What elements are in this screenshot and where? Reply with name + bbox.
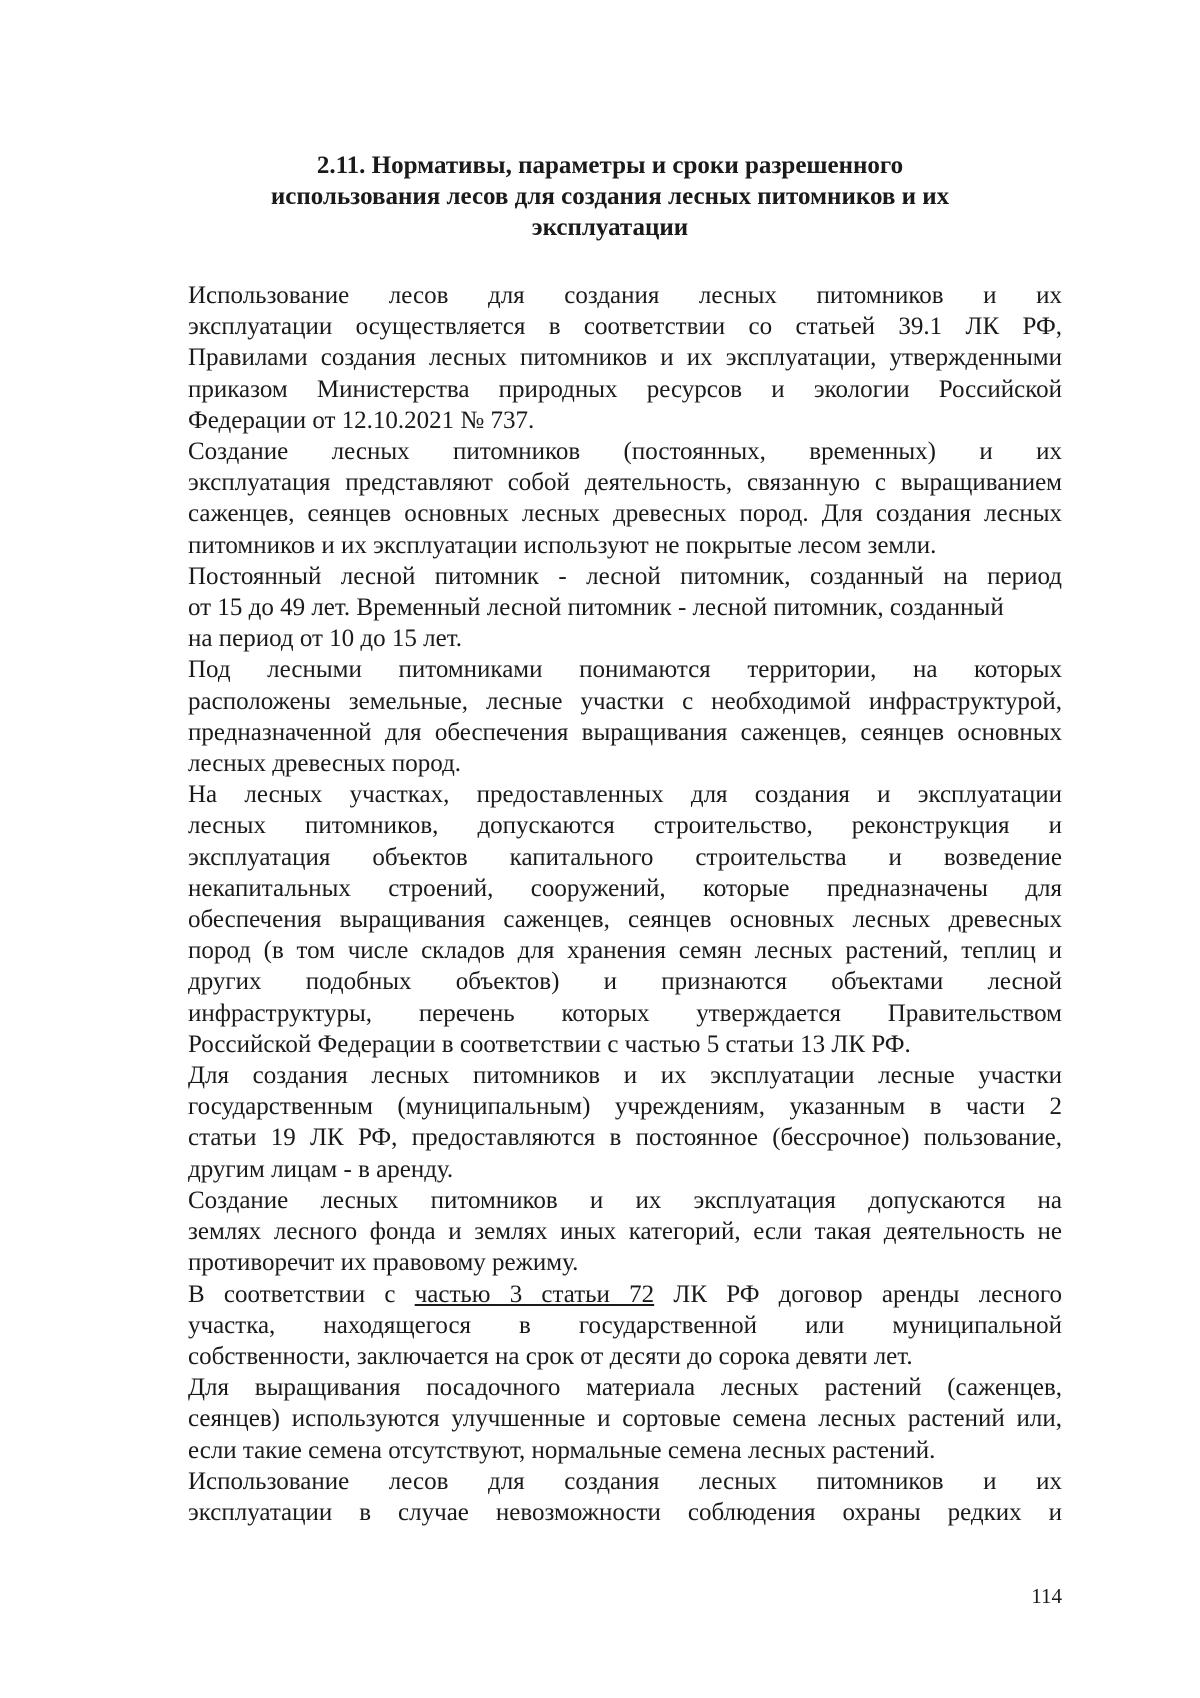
text-line: сеянцев) используются улучшенные и сортовые семена лесных растений или, bbox=[188, 1405, 1062, 1433]
law-reference-link[interactable]: частью 3 статьи 72 bbox=[414, 1280, 655, 1308]
text-line: пород (в том числе складов для хранения семян лесных растений, теплиц и bbox=[188, 937, 1062, 965]
text-line: Правилами создания лесных питомников и их эксплуатации, утвержденными bbox=[188, 344, 1062, 372]
text-line: участка, находящегося в государственной или муниципальной bbox=[188, 1311, 1062, 1339]
text-line: эксплуатации осуществляется в соответствии со статьей 39.1 ЛК РФ, bbox=[188, 313, 1062, 341]
text-line: Постоянный лесной питомник - лесной питомник, созданный на период bbox=[188, 562, 1062, 590]
paragraph-6 bbox=[116, 1060, 1062, 1185]
text-line: эксплуатация объектов капитального строительства и возведение bbox=[188, 843, 1062, 871]
paragraph-1 bbox=[116, 280, 1062, 436]
body-text bbox=[116, 280, 1062, 1528]
text-line: Создание лесных питомников и их эксплуатация допускаются на bbox=[188, 1186, 1062, 1214]
text-line: Российской Федерации в соответствии с частью 5 статьи 13 ЛК РФ. bbox=[188, 1030, 911, 1058]
text-line: саженцев, сеянцев основных лесных древесных пород. Для создания лесных bbox=[188, 500, 1062, 528]
text-line bbox=[116, 1279, 1062, 1310]
heading-line-1: 2.11. Нормативы, параметры и сроки разрешенного bbox=[316, 152, 904, 179]
text-line: Создание лесных питомников (постоянных, временных) и их bbox=[188, 438, 1062, 466]
text-line: если такие семена отсутствуют, нормальные семена лесных растений. bbox=[188, 1436, 936, 1464]
text-line: Использование лесов для создания лесных питомников и их bbox=[188, 1467, 1062, 1495]
paragraph-4 bbox=[116, 654, 1062, 779]
text-line: питомников и их эксплуатации используют не покрытые лесом земли. bbox=[188, 531, 937, 559]
paragraph-5 bbox=[116, 779, 1062, 1060]
text-fragment: В соответствии с bbox=[188, 1280, 415, 1308]
text-line: Под лесными питомниками понимаются территории, на которых bbox=[188, 656, 1062, 684]
text-line: на период от 10 до 15 лет. bbox=[188, 625, 463, 653]
heading-line-2: использования лесов для создания лесных питомников и их bbox=[270, 183, 950, 210]
text-line: Для выращивания посадочного материала лесных растений (саженцев, bbox=[188, 1374, 1062, 1402]
text-line: расположены земельные, лесные участки с необходимой инфраструктурой, bbox=[188, 687, 1062, 715]
text-line: предназначенной для обеспечения выращивания саженцев, сеянцев основных bbox=[188, 718, 1062, 746]
text-line: эксплуатация представляют собой деятельность, связанную с выращиванием bbox=[188, 469, 1062, 497]
text-line: Использование лесов для создания лесных питомников и их bbox=[188, 282, 1062, 309]
text-line: от 15 до 49 лет. Временный лесной питомник - лесной питомник, созданный bbox=[188, 594, 1004, 622]
section-heading bbox=[230, 150, 990, 243]
text-line: лесных питомников, допускаются строительство, реконструкция и bbox=[188, 812, 1062, 840]
text-line: эксплуатации в случае невозможности соблюдения охраны редких и bbox=[188, 1498, 1062, 1526]
text-line: некапитальных строений, сооружений, которые предназначены для bbox=[188, 874, 1062, 902]
text-fragment: ЛК РФ договор аренды лесного bbox=[654, 1280, 1063, 1308]
text-line: На лесных участках, предоставленных для создания и эксплуатации bbox=[188, 781, 1062, 809]
text-line: лесных древесных пород. bbox=[188, 750, 462, 778]
paragraph-2 bbox=[116, 436, 1062, 561]
text-line: обеспечения выращивания саженцев, сеянцев основных лесных древесных bbox=[188, 906, 1062, 934]
paragraph-9 bbox=[116, 1372, 1062, 1466]
text-line: Федерации от 12.10.2021 № 737. bbox=[188, 406, 535, 434]
text-line: других подобных объектов) и признаются объектами лесной bbox=[188, 968, 1062, 996]
text-line: собственности, заключается на срок от десяти до сорока девяти лет. bbox=[188, 1342, 913, 1370]
text-line: инфраструктуры, перечень которых утверждается Правительством bbox=[188, 999, 1062, 1027]
text-line: другим лицам - в аренду. bbox=[188, 1155, 454, 1183]
page-number: 114 bbox=[1031, 1584, 1062, 1608]
text-line: противоречит их правовому режиму. bbox=[188, 1249, 579, 1277]
text-line: приказом Министерства природных ресурсов и экологии Российской bbox=[188, 375, 1062, 403]
paragraph-3 bbox=[116, 561, 1062, 655]
paragraph-10 bbox=[116, 1466, 1062, 1528]
paragraph-7 bbox=[116, 1185, 1062, 1279]
paragraph-8 bbox=[116, 1279, 1062, 1373]
text-line: землях лесного фонда и землях иных категорий, если такая деятельность не bbox=[188, 1218, 1062, 1246]
text-line: статьи 19 ЛК РФ, предоставляются в постоянное (бессрочное) пользование, bbox=[188, 1124, 1062, 1152]
heading-line-3: эксплуатации bbox=[531, 214, 689, 241]
text-line: государственным (муниципальным) учреждениям, указанным в части 2 bbox=[188, 1093, 1062, 1121]
text-line: Для создания лесных питомников и их эксплуатации лесные участки bbox=[188, 1062, 1062, 1090]
